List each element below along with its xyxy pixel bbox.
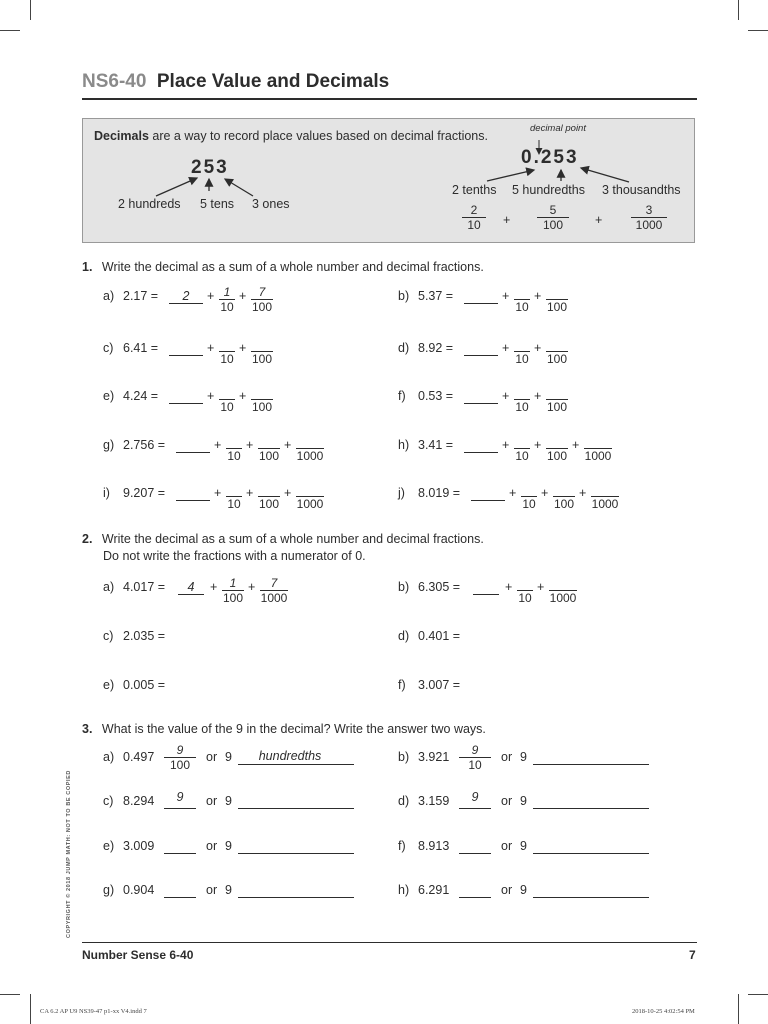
fraction-numerator: 7 (258, 285, 266, 299)
example-whole-number: 253 (191, 157, 229, 178)
fraction (591, 482, 619, 511)
fraction (514, 337, 530, 366)
fraction (549, 576, 577, 605)
answer-blank-word (238, 808, 354, 809)
fraction-denominator: 1000 (296, 449, 324, 463)
question-text: Write the decimal as a sum of a whole number and decimal fractions. (101, 532, 484, 546)
answer-whole: 2 (182, 289, 190, 303)
fraction-denominator: 100 (251, 300, 273, 314)
fraction (546, 434, 568, 463)
fraction: 5 100 (537, 203, 569, 232)
fraction-numerator (514, 285, 530, 299)
plus-sign: + (502, 341, 510, 355)
item-expression: 6.41 = (123, 341, 159, 355)
fraction-numerator (226, 434, 242, 448)
info-box (82, 118, 695, 243)
answer-blank-whole (471, 500, 505, 501)
item-label: h) (398, 438, 410, 452)
fraction (546, 337, 568, 366)
plus-sign: + (284, 486, 292, 500)
fraction (226, 434, 242, 463)
item-label: f) (398, 839, 406, 853)
item-label: b) (398, 750, 410, 764)
or-text: or (501, 839, 513, 853)
item-expression: 5.37 = (418, 289, 454, 303)
fraction (219, 385, 235, 414)
page-title: Place Value and Decimals (156, 71, 390, 92)
item-label: g) (103, 438, 115, 452)
fraction-denominator: 1000 (549, 591, 577, 605)
or-text: or (501, 750, 513, 764)
question-2-note: Do not write the fractions with a numerator of 0. (103, 549, 366, 563)
fraction: 2 10 (462, 203, 486, 232)
fraction-numerator (514, 385, 530, 399)
item-label: f) (398, 389, 406, 403)
fraction (521, 482, 537, 511)
or-text: or (206, 750, 218, 764)
plus-sign: + (246, 438, 254, 452)
fraction (258, 434, 280, 463)
lesson-code: NS6-40 (82, 71, 147, 92)
plus-sign: + (534, 341, 542, 355)
info-sentence-bold: Decimals (94, 129, 149, 143)
nine-digit: 9 (520, 750, 527, 764)
label-decimal-point: decimal point (530, 123, 586, 134)
item-label: d) (398, 341, 410, 355)
footer-section-label: Number Sense 6-40 (82, 948, 194, 962)
answer-blank-fraction (459, 897, 491, 898)
fraction-numerator (219, 337, 235, 351)
crop-mark (748, 30, 768, 31)
fraction (514, 285, 530, 314)
answer-blank-fraction (459, 808, 491, 809)
item-label: g) (103, 883, 115, 897)
fraction-denominator: 10 (220, 400, 234, 414)
fraction-numerator (514, 434, 530, 448)
fraction-denominator: 100 (553, 497, 575, 511)
question-number: 1. (82, 260, 93, 274)
fraction (546, 285, 568, 314)
answer-word: hundredths (258, 749, 322, 763)
fraction-denominator: 100 (546, 449, 568, 463)
fraction-denominator: 1000 (591, 497, 619, 511)
crop-mark (0, 994, 20, 995)
question-text: What is the value of the 9 in the decimal? Write the answer two ways. (101, 722, 486, 736)
question-1-prompt (82, 260, 484, 274)
item-label: d) (398, 629, 410, 643)
label-ones: 3 ones (252, 197, 290, 211)
fraction-denominator: 10 (518, 591, 532, 605)
fraction (517, 576, 533, 605)
question-2-prompt (82, 532, 484, 546)
fraction-denominator: 100 (222, 591, 244, 605)
fraction-numerator: 1 (229, 576, 237, 590)
fraction-numerator (296, 482, 324, 496)
file-slug: CA 6.2 AP U9 NS39-47 p1-xx V4.indd 7 (40, 1008, 147, 1015)
item-label: a) (103, 580, 115, 594)
fraction-numerator (591, 482, 619, 496)
item-label: h) (398, 883, 410, 897)
fraction-denominator: 10 (522, 497, 536, 511)
fraction-numerator (251, 337, 273, 351)
plus-sign: + (579, 486, 587, 500)
item-expression: 2.17 = (123, 289, 159, 303)
answer-blank-whole (178, 594, 204, 595)
nine-digit: 9 (225, 794, 232, 808)
fraction-numerator (219, 385, 235, 399)
crop-mark (0, 30, 20, 31)
item-decimal: 0.904 (123, 883, 155, 897)
fraction-numerator (226, 482, 242, 496)
item-label: d) (398, 794, 410, 808)
print-timestamp: 2018-10-25 4:02:54 PM (632, 1008, 695, 1015)
plus-sign: + (207, 389, 215, 403)
answer-blank-word (533, 764, 649, 765)
item-label: b) (398, 289, 410, 303)
fraction (553, 482, 575, 511)
item-expression: 2.756 = (123, 438, 166, 452)
fraction-denominator: 10 (220, 352, 234, 366)
fraction-denominator: 10 (515, 352, 529, 366)
arrow-ones (225, 179, 253, 196)
label-hundredths: 5 hundredths (512, 183, 585, 197)
question-number: 3. (82, 722, 93, 736)
or-text: or (501, 794, 513, 808)
item-decimal: 8.294 (123, 794, 155, 808)
answer-blank-whole (169, 403, 203, 404)
plus-sign: + (595, 213, 603, 227)
item-expression: 4.24 = (123, 389, 159, 403)
crop-mark (748, 994, 768, 995)
item-expression: 8.019 = (418, 486, 461, 500)
fraction-numerator (584, 434, 612, 448)
fraction-numerator (517, 576, 533, 590)
fraction (546, 385, 568, 414)
item-decimal: 6.291 (418, 883, 450, 897)
answer-blank-fraction (459, 853, 491, 854)
fraction (296, 482, 324, 511)
plus-sign: + (207, 289, 215, 303)
fraction-denominator: 100 (251, 352, 273, 366)
answer-blank-whole (464, 355, 498, 356)
fraction-denominator: 10 (227, 497, 241, 511)
fraction-denominator: 100 (546, 352, 568, 366)
answer-blank-word (533, 808, 649, 809)
crop-mark (30, 0, 31, 20)
plus-sign: + (210, 580, 218, 594)
answer-fraction-numerator: 9 (176, 790, 184, 804)
fraction-denominator: 100 (251, 400, 273, 414)
item-expression: 6.305 = (418, 580, 461, 594)
nine-digit: 9 (225, 839, 232, 853)
answer-blank-word (238, 897, 354, 898)
item-expression: 9.207 = (123, 486, 166, 500)
answer-blank-word (238, 853, 354, 854)
info-arrows (83, 119, 696, 244)
fraction (251, 285, 273, 314)
crop-mark (30, 994, 31, 1024)
or-text: or (206, 794, 218, 808)
fraction-denominator: 1000 (260, 591, 288, 605)
fraction-numerator (546, 385, 568, 399)
item-decimal: 3.009 (123, 839, 155, 853)
answer-blank-fraction (164, 897, 196, 898)
answer-blank-whole (464, 403, 498, 404)
fraction-denominator: 100 (546, 300, 568, 314)
answer-blank-whole (169, 355, 203, 356)
fraction (219, 337, 235, 366)
fraction (514, 385, 530, 414)
fraction-numerator (521, 482, 537, 496)
plus-sign: + (572, 438, 580, 452)
nine-digit: 9 (225, 883, 232, 897)
item-label: a) (103, 289, 115, 303)
fraction-denominator: 10 (515, 300, 529, 314)
info-sentence-rest: are a way to record place values based on decimal fractions. (152, 129, 488, 143)
arrow-thousandths (581, 168, 629, 182)
arrow-hundreds (156, 178, 197, 196)
item-label: j) (398, 486, 405, 500)
question-text: Write the decimal as a sum of a whole number and decimal fractions. (101, 260, 484, 274)
item-expression: 2.035 = (123, 629, 166, 643)
item-decimal: 3.921 (418, 750, 450, 764)
nine-digit: 9 (520, 794, 527, 808)
answer-blank-whole (176, 500, 210, 501)
fraction-numerator (549, 576, 577, 590)
item-label: f) (398, 678, 406, 692)
item-label: c) (103, 629, 114, 643)
plus-sign: + (239, 289, 247, 303)
fraction-numerator (546, 434, 568, 448)
plus-sign: + (502, 438, 510, 452)
answer-blank-whole (464, 303, 498, 304)
item-label: c) (103, 794, 114, 808)
plus-sign: + (284, 438, 292, 452)
answer-blank-whole (473, 594, 499, 595)
fraction-denominator: 1000 (584, 449, 612, 463)
label-thousandths: 3 thousandths (602, 183, 681, 197)
fraction (222, 576, 244, 605)
answer-blank-whole (464, 452, 498, 453)
fraction-denominator: 10 (515, 449, 529, 463)
fraction (260, 576, 288, 605)
question-3-prompt (82, 722, 486, 736)
fraction-denominator: 10 (515, 400, 529, 414)
fraction-numerator (258, 482, 280, 496)
item-expression: 4.017 = (123, 580, 166, 594)
nine-digit: 9 (225, 750, 232, 764)
plus-sign: + (534, 389, 542, 403)
fraction (296, 434, 324, 463)
plus-sign: + (214, 486, 222, 500)
fraction-denominator: 100 (258, 449, 280, 463)
plus-sign: + (239, 341, 247, 355)
plus-sign: + (541, 486, 549, 500)
question-number: 2. (82, 532, 93, 546)
item-expression: 8.92 = (418, 341, 454, 355)
plus-sign: + (207, 341, 215, 355)
or-text: or (206, 839, 218, 853)
answer-blank-word (238, 764, 354, 765)
item-expression: 3.007 = (418, 678, 461, 692)
arrow-tenths (487, 170, 534, 181)
page-header (82, 71, 389, 93)
answer-blank-word (533, 897, 649, 898)
plus-sign: + (502, 289, 510, 303)
fraction (514, 434, 530, 463)
fraction-numerator (296, 434, 324, 448)
answer-blank-whole (169, 303, 203, 304)
item-expression: 0.005 = (123, 678, 166, 692)
plus-sign: + (534, 438, 542, 452)
answer-blank-whole (176, 452, 210, 453)
item-label: c) (103, 341, 114, 355)
fraction (219, 285, 235, 314)
item-label: e) (103, 389, 115, 403)
item-expression: 0.401 = (418, 629, 461, 643)
fraction-numerator: 1 (223, 285, 231, 299)
plus-sign: + (505, 580, 513, 594)
item-label: e) (103, 839, 115, 853)
item-label: i) (103, 486, 110, 500)
plus-sign: + (239, 389, 247, 403)
fraction-denominator: 10 (220, 300, 234, 314)
plus-sign: + (502, 389, 510, 403)
fraction (258, 482, 280, 511)
answer-fraction-numerator: 9 (471, 790, 479, 804)
fraction-denominator: 100 (169, 758, 191, 772)
fraction-numerator (546, 285, 568, 299)
example-decimal-number: 0.253 (521, 147, 579, 168)
crop-mark (738, 0, 739, 20)
footer-rule (82, 942, 697, 943)
fraction-denominator: 100 (258, 497, 280, 511)
fraction (251, 337, 273, 366)
fraction-numerator (553, 482, 575, 496)
item-expression: 0.53 = (418, 389, 454, 403)
fraction-numerator: 9 (176, 743, 184, 757)
plus-sign: + (248, 580, 256, 594)
fraction-numerator: 9 (471, 743, 479, 757)
fraction (226, 482, 242, 511)
fraction: 3 1000 (631, 203, 667, 232)
copyright-notice: COPYRIGHT © 2018 JUMP MATH: NOT TO BE COPIED (66, 770, 72, 938)
plus-sign: + (214, 438, 222, 452)
label-hundreds: 2 hundreds (118, 197, 181, 211)
plus-sign: + (246, 486, 254, 500)
fraction (251, 385, 273, 414)
fraction-numerator (258, 434, 280, 448)
item-decimal: 8.913 (418, 839, 450, 853)
item-label: b) (398, 580, 410, 594)
item-label: e) (103, 678, 115, 692)
plus-sign: + (509, 486, 517, 500)
item-decimal: 0.497 (123, 750, 155, 764)
page-number: 7 (689, 948, 696, 962)
answer-blank-fraction (164, 853, 196, 854)
fraction-denominator: 1000 (296, 497, 324, 511)
fraction-denominator: 10 (468, 758, 482, 772)
nine-digit: 9 (520, 839, 527, 853)
item-decimal: 3.159 (418, 794, 450, 808)
nine-digit: 9 (520, 883, 527, 897)
fraction (584, 434, 612, 463)
plus-sign: + (537, 580, 545, 594)
fraction-numerator (546, 337, 568, 351)
or-text: or (501, 883, 513, 897)
fraction-numerator: 7 (270, 576, 278, 590)
header-rule (82, 98, 697, 100)
answer-blank-word (533, 853, 649, 854)
item-expression: 3.41 = (418, 438, 454, 452)
fraction-denominator: 100 (546, 400, 568, 414)
label-tenths: 2 tenths (452, 183, 497, 197)
or-text: or (206, 883, 218, 897)
item-label: a) (103, 750, 115, 764)
label-tens: 5 tens (200, 197, 235, 211)
crop-mark (738, 994, 739, 1024)
fraction-numerator (514, 337, 530, 351)
fraction-numerator (251, 385, 273, 399)
fraction-denominator: 10 (227, 449, 241, 463)
plus-sign: + (503, 213, 511, 227)
answer-blank-fraction (164, 808, 196, 809)
plus-sign: + (534, 289, 542, 303)
fraction (459, 743, 491, 772)
answer-whole: 4 (187, 580, 195, 594)
fraction (164, 743, 196, 772)
